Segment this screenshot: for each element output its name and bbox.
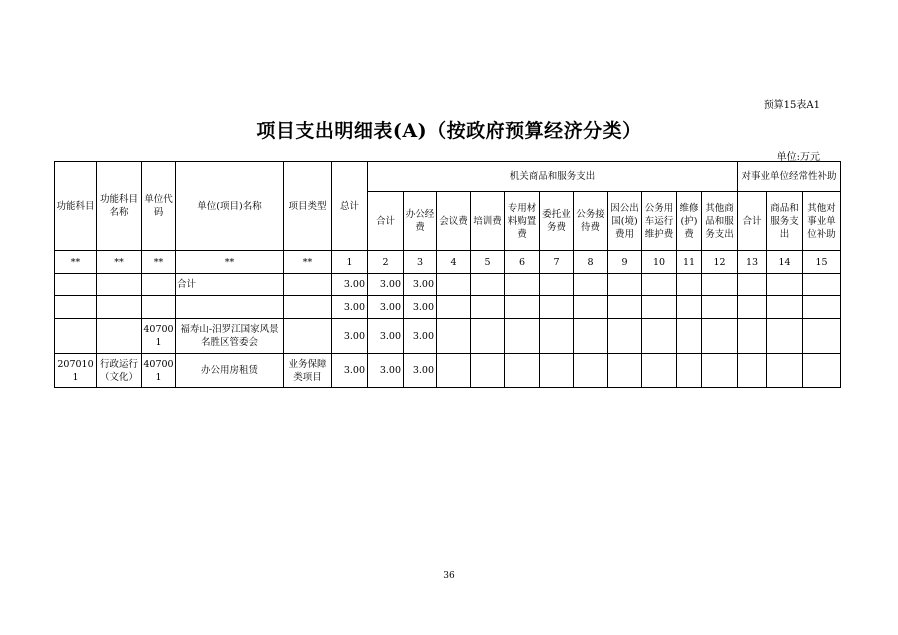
cell-value <box>471 319 505 354</box>
cell-value <box>767 296 803 319</box>
cell-value <box>642 354 677 388</box>
cell-proj-type <box>284 296 332 319</box>
cell-proj-type: 业务保障类项目 <box>284 354 332 388</box>
header-subsidy-col: 商品和服务支出 <box>767 192 803 251</box>
cell-value <box>738 296 767 319</box>
cell-value <box>803 319 841 354</box>
cell-unit-code <box>142 296 176 319</box>
index-cell: 2 <box>368 251 404 274</box>
cell-unit-code <box>142 274 176 296</box>
header-goods-col: 公务用车运行维护费 <box>642 192 677 251</box>
cell-value <box>642 296 677 319</box>
cell-value <box>738 319 767 354</box>
index-cell: 12 <box>702 251 738 274</box>
cell-unit-name: 办公用房租赁 <box>176 354 284 388</box>
cell-value <box>803 296 841 319</box>
index-cell: 15 <box>803 251 841 274</box>
index-cell: ** <box>284 251 332 274</box>
cell-value <box>505 296 540 319</box>
page-title: 项目支出明细表(A)（按政府预算经济分类） <box>256 120 642 142</box>
cell-value: 3.00 <box>332 296 368 319</box>
cell-unit-code: 407001 <box>142 319 176 354</box>
cell-func-name <box>97 296 142 319</box>
cell-value: 3.00 <box>368 319 404 354</box>
cell-value: 3.00 <box>368 274 404 296</box>
cell-value: 3.00 <box>368 296 404 319</box>
cell-value <box>505 319 540 354</box>
table-row <box>55 274 841 296</box>
cell-func-code <box>55 319 97 354</box>
index-cell: 11 <box>677 251 702 274</box>
cell-value <box>574 296 608 319</box>
cell-value: 3.00 <box>368 354 404 388</box>
cell-value: 3.00 <box>332 354 368 388</box>
cell-func-name <box>97 274 142 296</box>
unit-label: 单位:万元 <box>776 152 820 163</box>
cell-value <box>803 274 841 296</box>
cell-value <box>540 354 574 388</box>
index-cell: 10 <box>642 251 677 274</box>
cell-value <box>677 319 702 354</box>
cell-unit-name <box>176 296 284 319</box>
header-func-name: 功能科目名称 <box>97 162 142 251</box>
table-code: 预算15表A1 <box>763 100 820 111</box>
cell-value <box>702 274 738 296</box>
cell-value: 3.00 <box>332 319 368 354</box>
cell-value <box>574 274 608 296</box>
header-unit-code: 单位代码 <box>142 162 176 251</box>
cell-value <box>677 354 702 388</box>
header-proj-type: 项目类型 <box>284 162 332 251</box>
cell-unit-name: 合计 <box>176 274 284 296</box>
header-group-subsidy: 对事业单位经常性补助 <box>738 162 841 192</box>
index-cell: 1 <box>332 251 368 274</box>
cell-value <box>471 296 505 319</box>
cell-value <box>540 319 574 354</box>
index-cell: ** <box>142 251 176 274</box>
cell-value: 3.00 <box>404 354 437 388</box>
cell-value <box>574 319 608 354</box>
cell-value <box>677 296 702 319</box>
index-cell: 13 <box>738 251 767 274</box>
cell-value <box>702 319 738 354</box>
index-cell: 5 <box>471 251 505 274</box>
table-row <box>55 354 841 388</box>
cell-value <box>702 296 738 319</box>
cell-value <box>608 274 642 296</box>
header-total: 总计 <box>332 162 368 251</box>
index-cell: ** <box>55 251 97 274</box>
cell-value <box>608 296 642 319</box>
cell-func-code <box>55 274 97 296</box>
header-group-goods: 机关商品和服务支出 <box>368 162 738 192</box>
table-row <box>55 319 841 354</box>
cell-value <box>767 274 803 296</box>
cell-value <box>540 274 574 296</box>
cell-value <box>677 274 702 296</box>
cell-value <box>767 354 803 388</box>
cell-value <box>505 354 540 388</box>
cell-func-code: 2070101 <box>55 354 97 388</box>
cell-value <box>642 319 677 354</box>
index-cell: 6 <box>505 251 540 274</box>
header-goods-col: 委托业务费 <box>540 192 574 251</box>
cell-value <box>738 274 767 296</box>
index-cell: 8 <box>574 251 608 274</box>
index-cell: 7 <box>540 251 574 274</box>
cell-value: 3.00 <box>404 296 437 319</box>
header-goods-col: 因公出国(境)费用 <box>608 192 642 251</box>
cell-value: 3.00 <box>404 319 437 354</box>
cell-value <box>608 354 642 388</box>
cell-value: 3.00 <box>332 274 368 296</box>
cell-proj-type <box>284 319 332 354</box>
cell-value <box>540 296 574 319</box>
cell-value <box>437 319 471 354</box>
table-row <box>55 296 841 319</box>
cell-func-name <box>97 319 142 354</box>
header-goods-col: 其他商品和服务支出 <box>702 192 738 251</box>
cell-proj-type <box>284 274 332 296</box>
header-subsidy-col: 合计 <box>738 192 767 251</box>
header-goods-col: 专用材料购置费 <box>505 192 540 251</box>
index-cell: 9 <box>608 251 642 274</box>
header-func-code: 功能科目 <box>55 162 97 251</box>
cell-value <box>608 319 642 354</box>
cell-value <box>437 274 471 296</box>
page-number: 36 <box>443 571 455 581</box>
cell-value <box>574 354 608 388</box>
cell-value <box>803 354 841 388</box>
index-cell: 4 <box>437 251 471 274</box>
cell-value <box>437 296 471 319</box>
cell-unit-name: 福寿山-汨罗江国家风景名胜区管委会 <box>176 319 284 354</box>
header-subsidy-col: 其他对事业单位补助 <box>803 192 841 251</box>
index-cell: ** <box>97 251 142 274</box>
cell-value: 3.00 <box>404 274 437 296</box>
cell-value <box>437 354 471 388</box>
header-unit-name: 单位(项目)名称 <box>176 162 284 251</box>
cell-value <box>767 319 803 354</box>
cell-value <box>702 354 738 388</box>
cell-func-code <box>55 296 97 319</box>
cell-value <box>738 354 767 388</box>
expenditure-table <box>54 161 841 388</box>
cell-func-name: 行政运行（文化） <box>97 354 142 388</box>
header-goods-col: 会议费 <box>437 192 471 251</box>
cell-value <box>471 274 505 296</box>
header-goods-col: 办公经费 <box>404 192 437 251</box>
cell-value <box>642 274 677 296</box>
index-cell: 3 <box>404 251 437 274</box>
cell-unit-code: 407001 <box>142 354 176 388</box>
header-goods-col: 培训费 <box>471 192 505 251</box>
index-cell: 14 <box>767 251 803 274</box>
header-goods-col: 维修(护)费 <box>677 192 702 251</box>
cell-value <box>471 354 505 388</box>
index-cell: ** <box>176 251 284 274</box>
header-goods-col: 合计 <box>368 192 404 251</box>
header-goods-col: 公务接待费 <box>574 192 608 251</box>
cell-value <box>505 274 540 296</box>
